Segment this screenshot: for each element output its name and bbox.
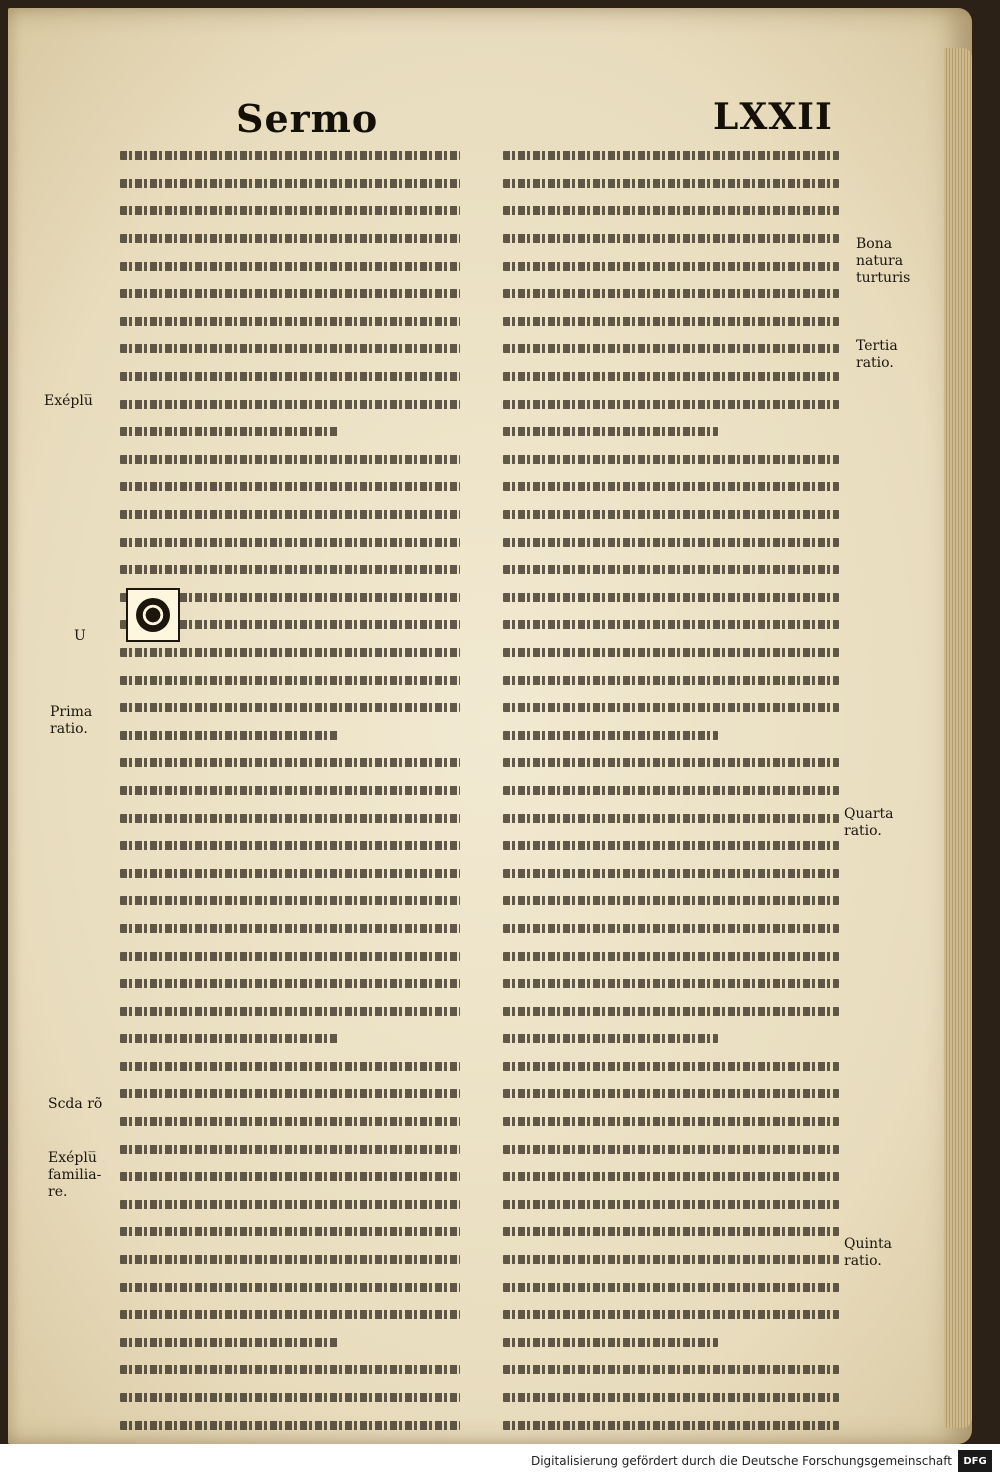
- text-line-placeholder: [503, 197, 839, 225]
- text-line-placeholder: [503, 225, 839, 253]
- text-line-placeholder: [503, 804, 839, 832]
- text-line-placeholder-mark: [120, 676, 460, 685]
- text-line-placeholder: [503, 832, 839, 860]
- text-line-placeholder-mark: [503, 1255, 839, 1264]
- text-line-placeholder-mark: [120, 1117, 460, 1126]
- text-line-placeholder-mark: [503, 1145, 839, 1154]
- text-line-placeholder: [120, 804, 460, 832]
- text-line-placeholder: [120, 721, 460, 749]
- text-line-placeholder-mark: [120, 234, 460, 243]
- text-line-placeholder-mark: [120, 1338, 338, 1347]
- text-line-placeholder-mark: [120, 427, 338, 436]
- text-line-placeholder-mark: [503, 869, 839, 878]
- text-line-placeholder-mark: [120, 206, 460, 215]
- text-line-placeholder-mark: [120, 1393, 460, 1402]
- text-line-placeholder: [503, 280, 839, 308]
- text-line-placeholder: [120, 1273, 460, 1301]
- text-line-placeholder-mark: [120, 317, 460, 326]
- text-line-placeholder: [120, 970, 460, 998]
- text-line-placeholder-mark: [120, 786, 460, 795]
- text-line-placeholder-mark: [120, 979, 460, 988]
- text-line-placeholder-mark: [120, 1310, 460, 1319]
- text-line-placeholder-mark: [503, 1007, 839, 1016]
- text-line-placeholder-mark: [503, 482, 839, 491]
- text-line-placeholder: [120, 915, 460, 943]
- book-page: [8, 8, 972, 1444]
- text-line-placeholder: [503, 170, 839, 198]
- text-line-placeholder-mark: [503, 1034, 718, 1043]
- text-line-placeholder: [120, 1135, 460, 1163]
- text-line-placeholder: [120, 832, 460, 860]
- text-line-placeholder: [120, 1329, 460, 1357]
- text-line-placeholder: [120, 1080, 460, 1108]
- text-line-placeholder-mark: [120, 758, 460, 767]
- text-line-placeholder-mark: [120, 648, 460, 657]
- text-line-placeholder: [503, 252, 839, 280]
- text-line-placeholder: [503, 418, 839, 446]
- margin-note-left: Exéplu̅: [44, 393, 93, 409]
- text-line-placeholder-mark: [120, 814, 460, 823]
- text-line-placeholder-mark: [503, 1117, 839, 1126]
- page-stack-edge: [944, 48, 972, 1428]
- text-line-placeholder: [503, 1135, 839, 1163]
- text-line-placeholder: [120, 666, 460, 694]
- text-line-placeholder-mark: [120, 179, 460, 188]
- text-line-placeholder-mark: [503, 1338, 718, 1347]
- text-line-placeholder: [120, 1218, 460, 1246]
- text-line-placeholder-mark: [503, 151, 839, 160]
- text-line-placeholder-mark: [503, 1421, 839, 1430]
- text-line-placeholder-mark: [120, 952, 460, 961]
- text-line-placeholder: [120, 142, 460, 170]
- footer-credit: Digitalisierung gefördert durch die Deutsche Forschungsgemeinschaft: [530, 1454, 952, 1468]
- text-line-placeholder: [503, 308, 839, 336]
- text-line-placeholder-mark: [503, 206, 839, 215]
- text-line-placeholder: [503, 1025, 839, 1053]
- text-line-placeholder: [120, 418, 460, 446]
- text-line-placeholder: [503, 1053, 839, 1081]
- text-line-placeholder-mark: [120, 1227, 460, 1236]
- text-line-placeholder-mark: [120, 1089, 460, 1098]
- text-line-placeholder-mark: [503, 979, 839, 988]
- text-line-placeholder-mark: [503, 1200, 839, 1209]
- text-line-placeholder: [503, 694, 839, 722]
- text-line-placeholder-mark: [503, 538, 839, 547]
- text-line-placeholder: [503, 639, 839, 667]
- text-line-placeholder-mark: [503, 952, 839, 961]
- text-line-placeholder-mark: [120, 1421, 460, 1430]
- margin-note-left: Scda rõ: [48, 1096, 103, 1112]
- text-line-placeholder-mark: [120, 731, 338, 740]
- text-line-placeholder-mark: [120, 151, 460, 160]
- text-line-placeholder: [503, 1301, 839, 1329]
- text-line-placeholder: [120, 777, 460, 805]
- margin-note-left: Exéplu̅ familia- re.: [48, 1150, 102, 1200]
- footer-bar: [0, 1444, 1000, 1482]
- text-line-placeholder: [120, 694, 460, 722]
- text-line-placeholder: [120, 639, 460, 667]
- text-line-placeholder: [503, 1108, 839, 1136]
- text-line-placeholder: [120, 1108, 460, 1136]
- text-line-placeholder-mark: [120, 538, 460, 547]
- text-line-placeholder: [503, 142, 839, 170]
- text-line-placeholder: [503, 528, 839, 556]
- text-line-placeholder: [503, 1218, 839, 1246]
- text-line-placeholder: [120, 1356, 460, 1384]
- text-line-placeholder-mark: [503, 1283, 839, 1292]
- right-text-column: [503, 142, 839, 1439]
- text-line-placeholder: [503, 666, 839, 694]
- text-line-placeholder-mark: [503, 1062, 839, 1071]
- text-line-placeholder-mark: [120, 1034, 338, 1043]
- text-line-placeholder-mark: [503, 1365, 839, 1374]
- text-line-placeholder-mark: [503, 924, 839, 933]
- text-line-placeholder: [120, 170, 460, 198]
- text-line-placeholder-mark: [503, 703, 839, 712]
- text-line-placeholder-mark: [503, 510, 839, 519]
- text-line-placeholder: [503, 584, 839, 612]
- margin-note-right: Tertia ratio.: [856, 338, 898, 371]
- text-line-placeholder: [503, 887, 839, 915]
- text-line-placeholder: [503, 970, 839, 998]
- margin-note-right: Bona natura turturis: [856, 236, 911, 286]
- text-line-placeholder-mark: [503, 593, 839, 602]
- margin-note-left: Prima ratio.: [50, 704, 93, 737]
- text-line-placeholder-mark: [120, 896, 460, 905]
- text-line-placeholder: [120, 887, 460, 915]
- text-line-placeholder: [503, 1329, 839, 1357]
- text-line-placeholder: [503, 1246, 839, 1274]
- text-line-placeholder-mark: [120, 1200, 460, 1209]
- left-text-column: [120, 142, 460, 1439]
- text-line-placeholder-mark: [120, 841, 460, 850]
- text-line-placeholder-mark: [503, 455, 839, 464]
- text-line-placeholder-mark: [503, 648, 839, 657]
- text-line-placeholder: [503, 749, 839, 777]
- text-line-placeholder: [503, 335, 839, 363]
- text-line-placeholder: [503, 777, 839, 805]
- text-line-placeholder: [503, 915, 839, 943]
- text-line-placeholder-mark: [503, 676, 839, 685]
- text-line-placeholder-mark: [503, 1227, 839, 1236]
- text-line-placeholder-mark: [120, 1062, 460, 1071]
- text-line-placeholder-mark: [503, 289, 839, 298]
- text-line-placeholder: [503, 1191, 839, 1219]
- text-line-placeholder-mark: [120, 1172, 460, 1181]
- text-line-placeholder: [120, 280, 460, 308]
- decorated-initial: [126, 588, 180, 642]
- text-line-placeholder-mark: [503, 731, 718, 740]
- text-line-placeholder: [503, 859, 839, 887]
- text-line-placeholder: [503, 611, 839, 639]
- margin-note-right: Quinta ratio.: [844, 1236, 892, 1269]
- text-line-placeholder: [503, 1273, 839, 1301]
- text-line-placeholder-mark: [503, 565, 839, 574]
- text-line-placeholder: [503, 721, 839, 749]
- text-line-placeholder-mark: [503, 841, 839, 850]
- text-line-placeholder-mark: [503, 814, 839, 823]
- text-line-placeholder-mark: [503, 317, 839, 326]
- text-line-placeholder: [120, 390, 460, 418]
- text-line-placeholder: [120, 1053, 460, 1081]
- text-line-placeholder: [120, 1301, 460, 1329]
- initial-ornament: [136, 598, 170, 632]
- text-line-placeholder: [503, 390, 839, 418]
- text-line-placeholder-mark: [503, 344, 839, 353]
- text-line-placeholder: [120, 1191, 460, 1219]
- dfg-logo: DFG: [958, 1450, 992, 1472]
- text-line-placeholder: [120, 1025, 460, 1053]
- text-line-placeholder-mark: [120, 510, 460, 519]
- text-line-placeholder-mark: [503, 372, 839, 381]
- margin-note-right: Quarta ratio.: [844, 806, 894, 839]
- text-line-placeholder: [120, 501, 460, 529]
- text-line-placeholder: [503, 363, 839, 391]
- text-line-placeholder: [120, 997, 460, 1025]
- text-line-placeholder: [120, 859, 460, 887]
- text-line-placeholder-mark: [120, 372, 460, 381]
- text-line-placeholder-mark: [120, 869, 460, 878]
- text-line-placeholder: [120, 1384, 460, 1412]
- running-header-left: Sermo: [236, 96, 379, 141]
- text-line-placeholder-mark: [120, 1007, 460, 1016]
- text-line-placeholder-mark: [503, 427, 718, 436]
- text-line-placeholder: [120, 335, 460, 363]
- text-line-placeholder-mark: [120, 1283, 460, 1292]
- text-line-placeholder: [503, 1356, 839, 1384]
- text-line-placeholder: [503, 1384, 839, 1412]
- text-line-placeholder-mark: [503, 1310, 839, 1319]
- text-line-placeholder: [503, 473, 839, 501]
- text-line-placeholder-mark: [503, 1172, 839, 1181]
- text-line-placeholder-mark: [503, 179, 839, 188]
- text-line-placeholder-mark: [503, 896, 839, 905]
- text-line-placeholder-mark: [120, 1365, 460, 1374]
- text-line-placeholder-mark: [120, 924, 460, 933]
- text-line-placeholder-mark: [120, 1255, 460, 1264]
- text-line-placeholder-mark: [503, 234, 839, 243]
- text-line-placeholder-mark: [120, 455, 460, 464]
- text-line-placeholder: [503, 1411, 839, 1439]
- text-line-placeholder-mark: [503, 786, 839, 795]
- text-line-placeholder: [120, 252, 460, 280]
- text-line-placeholder-mark: [503, 620, 839, 629]
- text-line-placeholder: [503, 556, 839, 584]
- text-line-placeholder: [503, 997, 839, 1025]
- text-line-placeholder-mark: [503, 262, 839, 271]
- text-line-placeholder: [120, 1411, 460, 1439]
- text-line-placeholder-mark: [503, 1089, 839, 1098]
- text-line-placeholder: [120, 556, 460, 584]
- text-line-placeholder: [120, 528, 460, 556]
- text-line-placeholder-mark: [503, 758, 839, 767]
- text-line-placeholder: [120, 749, 460, 777]
- margin-note-left: U: [74, 628, 86, 644]
- text-line-placeholder-mark: [120, 400, 460, 409]
- text-line-placeholder-mark: [503, 1393, 839, 1402]
- text-line-placeholder: [503, 942, 839, 970]
- text-line-placeholder: [503, 1080, 839, 1108]
- text-line-placeholder: [120, 1246, 460, 1274]
- text-line-placeholder-mark: [120, 289, 460, 298]
- text-line-placeholder-mark: [120, 344, 460, 353]
- text-line-placeholder-mark: [120, 565, 460, 574]
- text-line-placeholder: [120, 473, 460, 501]
- text-line-placeholder: [120, 363, 460, 391]
- text-line-placeholder-mark: [503, 400, 839, 409]
- text-line-placeholder: [120, 1163, 460, 1191]
- text-line-placeholder: [503, 1163, 839, 1191]
- text-line-placeholder: [120, 197, 460, 225]
- text-line-placeholder: [120, 942, 460, 970]
- text-line-placeholder: [503, 446, 839, 474]
- text-line-placeholder: [120, 446, 460, 474]
- text-line-placeholder-mark: [120, 1145, 460, 1154]
- text-line-placeholder-mark: [120, 482, 460, 491]
- text-line-placeholder: [503, 501, 839, 529]
- text-line-placeholder: [120, 308, 460, 336]
- text-line-placeholder-mark: [120, 262, 460, 271]
- text-line-placeholder-mark: [120, 703, 460, 712]
- running-header-right: LXXII: [713, 96, 833, 138]
- text-line-placeholder: [120, 225, 460, 253]
